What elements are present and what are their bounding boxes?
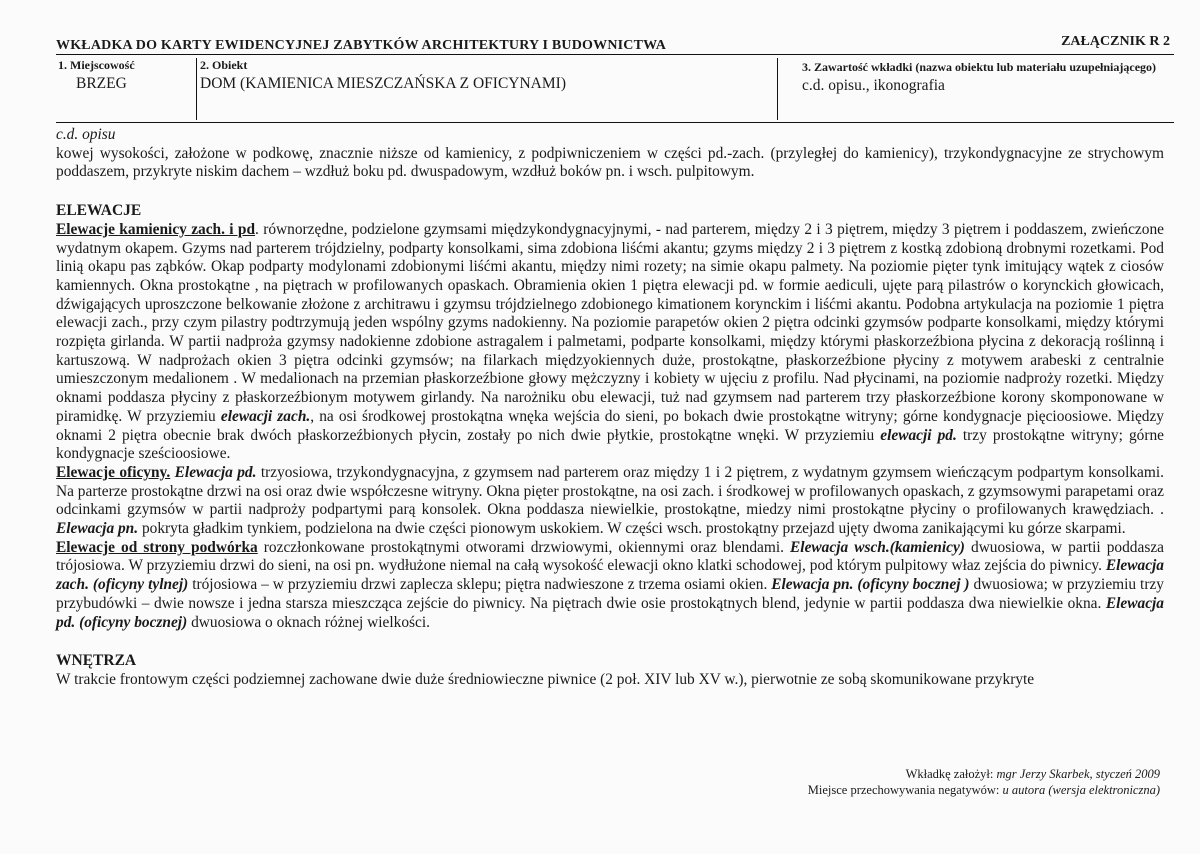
contents-label: 3. Zawartość wkładki (nazwa obiektu lub materiału uzupełniającego) <box>802 60 1157 74</box>
paragraph-emphasis: elewacji pd. <box>880 426 957 444</box>
paragraph-text: , na osi środkowej prostokątna wnęka wejścia do sieni, po bokach dwie prostokątne witryny; górne kondygnacje pięcioosiowe. Między oknami 2 piętra obecnie brak dwóch płaskorzeźbionych płycin, zostały po nich dwie płytkie, prostokątne wnęki. W przyziemiu <box>56 407 1164 444</box>
paragraph-lead: Elewacje kamienicy zach. i pd <box>56 220 256 238</box>
paragraph-text: dwuosiowa; w przyziemiu trzy przybudówki – dwie nowsze i jedna starsza mieszcząca zejście do piwnicy. Na piętrach dwie osie prostokątnych blend, jedynie w partii poddasza dwa niewielkie okna. <box>56 576 1164 612</box>
document-body <box>56 126 1164 690</box>
paragraph-text: trzyosiowa, trzykondygnacyjna, z gzymsem nad parterem oraz między 1 i 2 piętrem, z wydatnym gzymsem wieńczącym podpartym konsolkami. Na parterze prostokątne drzwi na osi oraz dwie współczesne witryny. Okna pięter prostokątne, na osi zach. i środkowej w profilowanych opaskach, z gzymsowymi parapetami oraz odcinkami gzymsów w partii nadproży podpartymi parą konsolek. Okna poddasza niewielkie, prostokątne, miedzy nimi prostokątne płyciny o profilowanych krawędziach. . <box>56 463 1164 519</box>
document-header <box>56 36 1174 55</box>
paragraph-text: . równorzędne, podzielone gzymsami międzykondygnacyjnymi, - nad parterem, między 2 i 3 piętrem, między 3 piętrem i poddaszem, zwieńczone wydatnym okapem. Gzyms nad parterem trójdzielny, podparty konsolkami, sima zdobiona liśćmi akantu; gzyms między 2 i 3 piętrem z kostką zdobioną drobnymi rozetkami. Pod linią okapu pas ząbków. Okap podparty modylonami zdobionymi liśćmi akantu, między nimi rozety; na simie okapu palmety. Na poziomie pięter tynk imitujący wątek z ciosów kamiennych. Okna prostokątne , na piętrach w profilowanych opaskach. Obramienia okien 1 piętra elewacji pd. w formie aediculi, ujęte parą pilastrów o korynckich głowicach, dźwigających uproszczone belkowanie złożone z architrawu i gzymsu trójdzielnego zdobionego kimationem korynckim i liśćmi akantu. Podobna artykulacja na poziomie 1 piętra elewacji zach., przy czym pilastry podtrzymują jeden wspólny gzyms nadokienny. Na poziomie parapetów okien 2 piętra odcinki gzymsów podparte konsolkami, między którymi rozpięta girlanda. W partii nadproża gzymsy nadokienne zdobione astragalem i palmetami, podparte konsolkami, między którymi płaskorzeźbiona płycina z dekoracją roślinną i kartuszową. W nadprożach okien 3 piętra odcinki gzymsów; na filarkach międzyokiennych duże, prostokątne, płaskorzeźbione płyciny z motywem arabeski z centralnie umieszczonym medalionem . W medalionach na przemian płaskorzeźbione głowy mężczyzny i kobiety w ujęciu z profilu. Nad płycinami, na poziomie nadproży rozetki. Między oknami poddasza płyciny z płaskorzeźbionym motywem girlandy. Na narożniku obu elewacji, tuż nad gzymsem nad parterem trzy płaskorzeźbione korony skomponowane w piramidkę. W przyziemiu <box>56 220 1164 425</box>
paragraph-text: rozczłonkowane prostokątnymi otworami drzwiowymi, okiennymi oraz blendami. <box>257 538 791 556</box>
locality-cell <box>56 58 194 120</box>
founded-label: Wkładkę założył: <box>905 767 997 781</box>
paragraph-lead: Elewacje od strony podwórka <box>56 538 258 556</box>
paragraph-emphasis: Elewacja pd. <box>174 463 257 481</box>
annex-label: ZAŁĄCZNIK R 2 <box>1061 34 1170 49</box>
paragraph-emphasis: Elewacja pn. <box>56 520 139 538</box>
object-cell <box>196 58 778 120</box>
paragraph-lead: Elewacje oficyny. <box>56 463 171 481</box>
intro-paragraph: kowej wysokości, założone w podkowę, znacznie niższe od kamienicy, z podpiwniczeniem w części pd.-zach. (przyległej do kamienicy), trzykondygnacyjne ze strychowym poddaszem, przykryte niskim dachem – wzdłuż boku pd. dwuspadowym, wzdłuż boków pn. i wsch. pulpitowym. <box>56 144 1164 181</box>
contents-cell <box>780 58 1174 120</box>
paragraph-emphasis: Elewacja wsch.(kamienicy) <box>790 538 965 556</box>
document-title: WKŁADKA DO KARTY EWIDENCYJNEJ ZABYTKÓW ARCHITEKTURY I BUDOWNICTWA <box>56 38 667 53</box>
paragraph-text: dwuosiowa, w partii poddasza trójosiowa. W przyziemiu drzwi do sieni, na osi pn. wydłużone niemal na całą wysokość elewacji okno klatki schodowej, pod którym pulpitowy właz zejścia do piwnicy. <box>56 538 1164 575</box>
elewacje-kamienicy-paragraph <box>56 221 1164 464</box>
info-table <box>56 58 1174 123</box>
elewacje-heading: ELEWACJE <box>56 202 142 220</box>
contents-value: c.d. opisu., ikonografia <box>802 77 945 94</box>
elewacje-podworka-paragraph <box>56 539 1164 633</box>
paragraph-emphasis: Elewacja pn. (oficyny bocznej ) <box>771 576 970 594</box>
storage-value: u autora (wersja elektroniczna) <box>1002 783 1160 797</box>
paragraph-text: trójosiowa – w przyziemiu drzwi zaplecza sklepu; piętra nadwieszone z trzema osiami okien. <box>188 576 772 594</box>
object-value: DOM (KAMIENICA MIESZCZAŃSKA Z OFICYNAMI) <box>200 75 566 92</box>
founded-value: mgr Jerzy Skarbek, styczeń 2009 <box>996 767 1160 781</box>
object-label: 2. Obiekt <box>200 58 248 72</box>
paragraph-emphasis: Elewacja zach. (oficyny tylnej) <box>56 557 1164 594</box>
paragraph-text: dwuosiowa o oknach różnej wielkości. <box>187 613 430 631</box>
locality-value: BRZEG <box>76 75 127 92</box>
storage-line <box>700 782 1160 798</box>
paragraph-emphasis: elewacji zach. <box>220 407 311 425</box>
paragraph-emphasis: Elewacja pd. (oficyny bocznej) <box>56 594 1164 631</box>
wnetrza-paragraph: W trakcie frontowym części podziemnej zachowane dwie duże średniowieczne piwnice (2 poł. XIV lub XV w.), pierwotnie ze sobą skomunikowane przykryte <box>56 670 1035 688</box>
locality-label: 1. Miejscowość <box>58 58 135 72</box>
elewacje-oficyny-paragraph <box>56 464 1164 539</box>
founded-line <box>700 766 1160 782</box>
continuation-label: c.d. opisu <box>56 126 116 143</box>
paragraph-text: trzy prostokątne witryny; górne kondygnacje sześcioosiowe. <box>56 426 1164 463</box>
wnetrza-heading: WNĘTRZA <box>56 652 137 670</box>
document-footer <box>700 766 1160 798</box>
paragraph-text: pokryta gładkim tynkiem, podzielona na dwie części pionowym uskokiem. W części wsch. prostokątny przejazd ujęty dwoma zanikającymi ku górze skarpami. <box>138 520 1126 538</box>
storage-label: Miejsce przechowywania negatywów: <box>807 783 1003 797</box>
